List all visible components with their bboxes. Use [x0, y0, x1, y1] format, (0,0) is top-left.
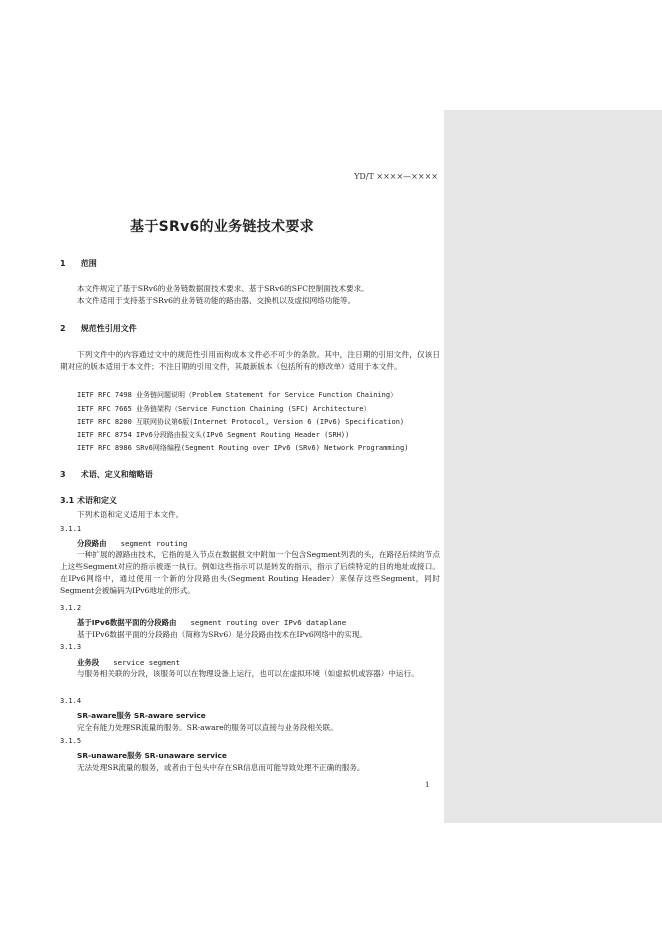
reference-item: IETF RFC 8754 IPv6分段路由报文头(IPv6 Segment Routing Header (SRH)) — [77, 431, 350, 439]
term-zh: 分段路由 — [77, 539, 107, 548]
section-2-heading — [60, 323, 137, 334]
paragraph: 下列文件中的内容通过文中的规范性引用而构成本文件必不可少的条款。其中，注日期的引用文件，仅该日期对应的版本适用于本文件；不注日期的引用文件，其最新版本（包括所有的修改单）适用于本文件。 — [60, 350, 440, 371]
document-title: 基于SRv6的业务链技术要求 — [130, 219, 314, 235]
term-heading — [77, 750, 227, 761]
term-definition: 一种扩展的源路由技术，它指的是入节点在数据报文中附加一个包含Segment列表的头，在路径后续的节点上这些Segment对应的指示被逐一执行。例如这些指示可以是转发的指示，指示了后续特定的目的地址或接口。在IPv6网络中，通过使用一个新的分段路由头(Segment Routing Header）来保存这些Segment，同时Segment会被编码为IPv6地址的形式。 — [60, 550, 440, 595]
doc-code-header: YD/T ××××—×××× — [354, 172, 438, 181]
section-number: 1 — [60, 259, 66, 268]
section-number: 3 — [60, 470, 66, 479]
paragraph: 本文件规定了基于SRv6的业务链数据面技术要求、基于SRv6的SFC控制面技术要求。 — [77, 284, 369, 293]
term-en: SR-aware service — [133, 711, 206, 720]
term-zh: SR-unaware服务 — [77, 751, 142, 760]
term-en: segment routing over IPv6 dataplane — [190, 618, 347, 627]
term-definition: 无法处理SR流量的服务，或者由于包头中存在SR信息而可能导致处理不正确的服务。 — [77, 763, 365, 772]
term-en: segment routing — [120, 539, 188, 548]
section-number: 2 — [60, 324, 66, 333]
term-number: 3.1.1 — [60, 525, 82, 533]
term-number: 3.1.4 — [60, 697, 82, 705]
reference-item: IETF RFC 8986 SRv6网络编程(Segment Routing over IPv6 (SRv6) Network Programming) — [77, 444, 409, 452]
section-title: 范围 — [80, 259, 97, 268]
term-heading — [77, 657, 180, 668]
term-heading — [77, 617, 346, 628]
reference-item: IETF RFC 8200 互联网协议第6版(Internet Protocol, Version 6 (IPv6) Specification) — [77, 418, 405, 426]
term-number: 3.1.5 — [60, 737, 82, 745]
section-title: 术语、定义和缩略语 — [80, 470, 153, 479]
term-heading — [77, 710, 206, 721]
paragraph: 本文件适用于支持基于SRv6的业务链功能的路由器、交换机以及虚拟网络功能等。 — [77, 296, 356, 305]
subsection-heading: 3.1 术语和定义 — [60, 496, 117, 505]
term-heading — [77, 538, 187, 549]
term-zh: SR-aware服务 — [77, 711, 132, 720]
term-number: 3.1.2 — [60, 604, 82, 612]
term-en: service segment — [113, 658, 180, 667]
paragraph: 下列术语和定义适用于本文件。 — [77, 510, 184, 519]
term-definition: 与服务相关联的分段，该服务可以在物理设备上运行，也可以在虚拟环境（如虚拟机或容器）中运行。 — [77, 669, 419, 678]
term-definition: 完全有能力处理SR流量的服务。SR-aware的服务可以直接与业务段相关联。 — [77, 723, 338, 732]
reference-item: IETF RFC 7498 业务链问题说明（Problem Statement for Service Function Chaining） — [77, 391, 398, 399]
term-number: 3.1.3 — [60, 643, 82, 651]
term-zh: 业务段 — [77, 658, 100, 667]
comment-sidebar — [444, 110, 662, 823]
page-number: 1 — [425, 781, 430, 789]
term-zh: 基于IPv6数据平面的分段路由 — [77, 618, 177, 627]
reference-item: IETF RFC 7665 业务链架构（Service Function Chaining (SFC) Architecture） — [77, 405, 371, 413]
term-definition: 基于IPv6数据平面的分段路由（简称为SRv6）是分段路由技术在IPv6网络中的实现。 — [77, 630, 367, 639]
section-1-heading — [60, 258, 97, 269]
section-3-heading — [60, 469, 153, 480]
section-title: 规范性引用文件 — [80, 324, 137, 333]
term-en: SR-unaware service — [144, 751, 227, 760]
